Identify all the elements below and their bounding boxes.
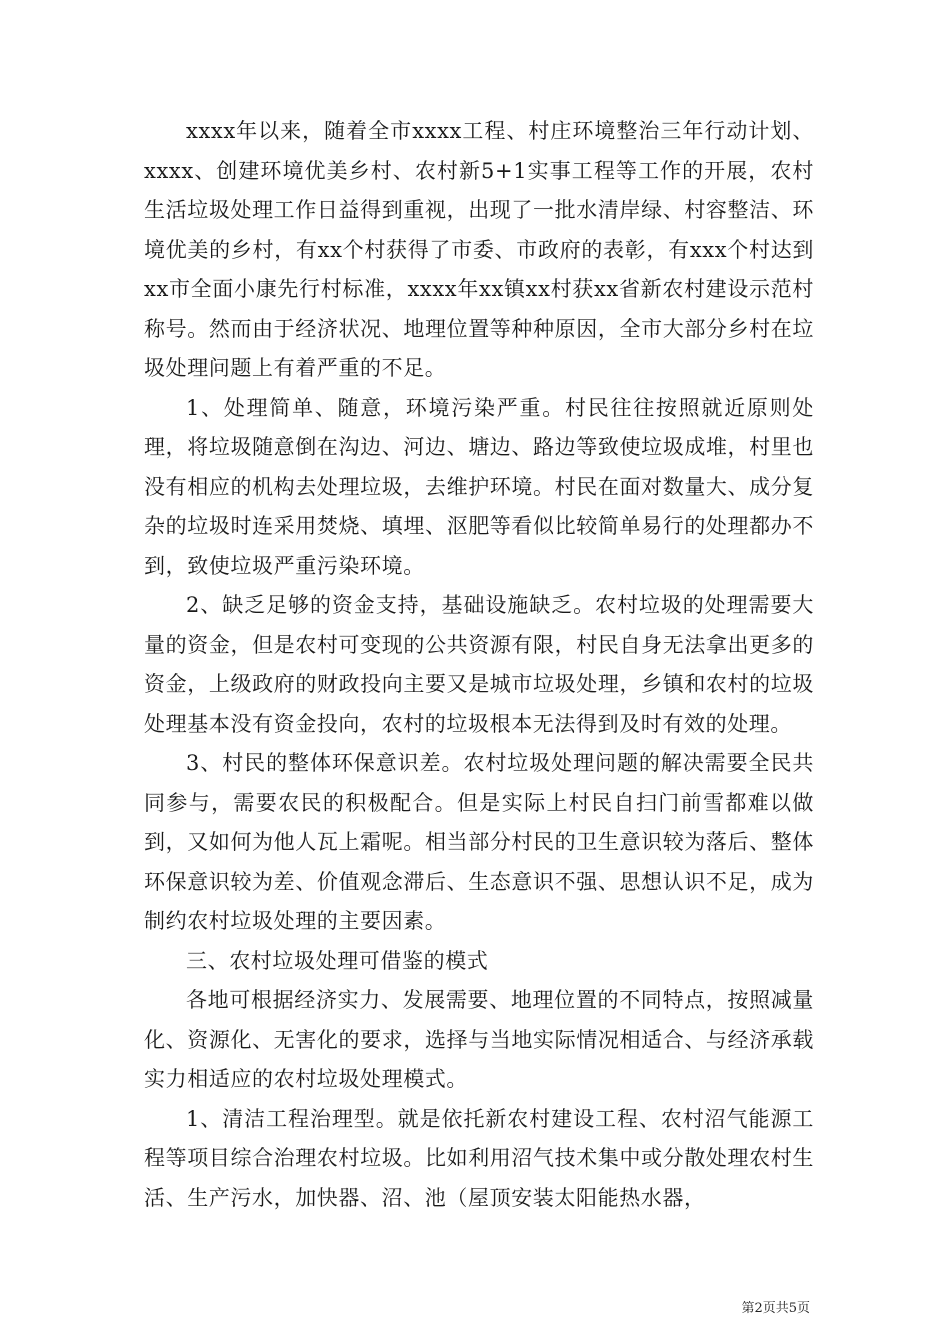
document-body [144,112,814,1218]
paragraph-section-intro: 各地可根据经济实力、发展需要、地理位置的不同特点，按照减量化、资源化、无害化的要求，选择与当地实际情况相适合、与经济承载实力相适应的农村垃圾处理模式。 [144,988,814,1091]
section-heading: 三、农村垃圾处理可借鉴的模式 [186,948,489,973]
paragraph-model-1: 1、清洁工程治理型。就是依托新农村建设工程、农村沼气能源工程等项目综合治理农村垃圾。比如利用沼气技术集中或分散处理农村生活、生产污水，加快器、沼、池（屋顶安装太阳能热水器， [144,1106,814,1210]
page-number: 第2页共5页 [741,1301,810,1316]
paragraph-intro: xxxx年以来，随着全市xxxx工程、村庄环境整治三年行动计划、xxxx、创建环境优美乡村、农村新5+1实事工程等工作的开展，农村生活垃圾处理工作日益得到重视，出现了一批水清岸绿、村容整洁、环境优美的乡村，有xx个村获得了市委、市政府的表彰，有xxx个村达到xx市全面小康先行村标准，xxxx年xx镇xx村获xx省新农村建设示范村称号。然而由于经济状况、地理位置等种种原因，全市大部分乡村在垃圾处理问题上有着严重的不足。 [144,119,814,380]
paragraph-point-1: 1、处理简单、随意，环境污染严重。村民往往按照就近原则处理，将垃圾随意倒在沟边、河边、塘边、路边等致使垃圾成堆，村里也没有相应的机构去处理垃圾，去维护环境。村民在面对数量大、成分复杂的垃圾时连采用焚烧、填埋、沤肥等看似比较简单易行的处理都办不到，致使垃圾严重污染环境。 [144,395,814,578]
paragraph-point-2: 2、缺乏足够的资金支持，基础设施缺乏。农村垃圾的处理需要大量的资金，但是农村可变现的公共资源有限，村民自身无法拿出更多的资金，上级政府的财政投向主要又是城市垃圾处理，乡镇和农村的垃圾处理基本没有资金投向，农村的垃圾根本无法得到及时有效的处理。 [144,593,814,736]
paragraph-point-3: 3、村民的整体环保意识差。农村垃圾处理问题的解决需要全民共同参与，需要农民的积极配合。但是实际上村民自扫门前雪都难以做到，又如何为他人瓦上霜呢。相当部分村民的卫生意识较为落后、整体环保意识较为差、价值观念滞后、生态意识不强、思想认识不足，成为制约农村垃圾处理的主要因素。 [144,751,814,933]
